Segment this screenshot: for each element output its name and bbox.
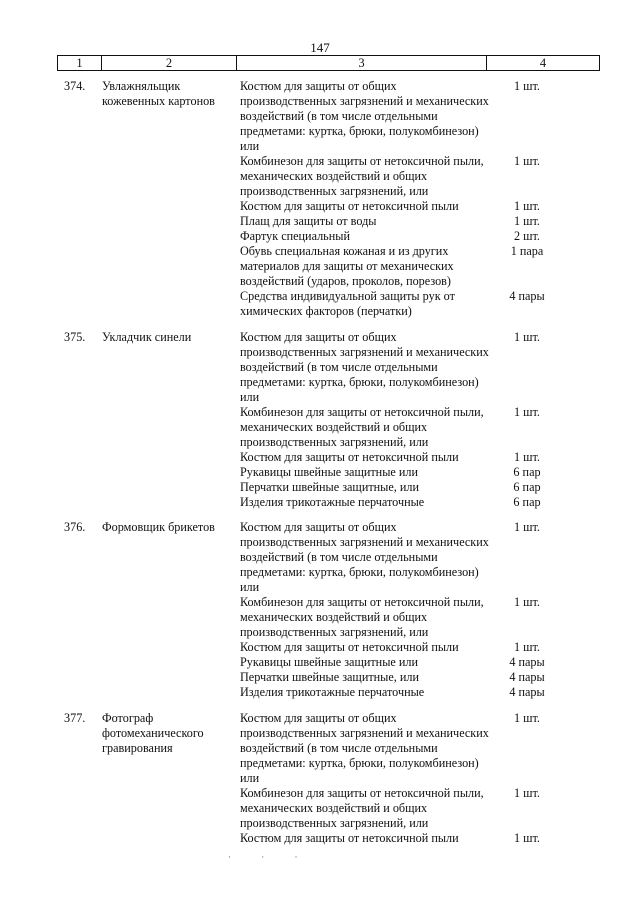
item-name: Обувь специальная кожаная и из других материалов для защиты от механических воздействий (ударов, проколов, порезов) (240, 244, 454, 288)
entry-items (240, 330, 600, 510)
item-name: Костюм для защиты от нетоксичной пыли (240, 199, 459, 213)
item-quantity: 1 шт. (514, 786, 540, 800)
item-quantity: 4 пары (509, 685, 545, 699)
column-header-3: 3 (237, 56, 487, 71)
item-name: Костюм для защиты от общих производственных загрязнений и механических воздействий (в том числе отдельными предметами: куртка, брюки, полукомбинезон) или (240, 79, 489, 153)
list-item (240, 154, 600, 199)
item-quantity: 1 шт. (514, 831, 540, 845)
list-item (240, 405, 600, 450)
entry-items (240, 79, 600, 319)
item-name: Фартук специальный (240, 229, 350, 243)
column-header-1: 1 (58, 56, 102, 71)
item-name: Рукавицы швейные защитные или (240, 655, 418, 669)
entry-items (240, 711, 600, 846)
entry-number: 374. (64, 79, 86, 93)
item-name: Рукавицы швейные защитные или (240, 465, 418, 479)
item-name: Изделия трикотажные перчаточные (240, 495, 425, 509)
item-quantity: 1 шт. (514, 330, 540, 344)
entry-profession: Фотограф фотомеханического гравирования (102, 711, 204, 755)
list-item (240, 330, 600, 405)
list-item (240, 79, 600, 154)
page-number: 147 (310, 40, 330, 55)
item-name: Изделия трикотажные перчаточные (240, 685, 425, 699)
item-name: Костюм для защиты от общих производственных загрязнений и механических воздействий (в том числе отдельными предметами: куртка, брюки, полукомбинезон) или (240, 711, 489, 785)
list-item (240, 214, 600, 229)
item-name: Средства индивидуальной защиты рук от химических факторов (перчатки) (240, 289, 455, 318)
entry-profession: Формовщик брикетов (102, 520, 215, 534)
list-item (240, 831, 600, 846)
list-item (240, 711, 600, 786)
item-quantity: 1 шт. (514, 640, 540, 654)
list-item (240, 229, 600, 244)
list-item (240, 595, 600, 640)
item-quantity: 4 пары (509, 670, 545, 684)
item-quantity: 1 пара (510, 244, 544, 258)
list-item (240, 450, 600, 465)
entry-items (240, 520, 600, 700)
list-item (240, 685, 600, 700)
item-quantity: 1 шт. (514, 520, 540, 534)
list-item (240, 289, 600, 319)
item-quantity: 2 шт. (514, 229, 540, 243)
item-quantity: 1 шт. (514, 199, 540, 213)
item-name: Плащ для защиты от воды (240, 214, 377, 228)
list-item (240, 244, 600, 289)
item-name: Комбинезон для защиты от нетоксичной пыли, механических воздействий и общих производственных загрязнений, или (240, 405, 484, 449)
scan-specks: · · · (228, 852, 312, 862)
item-name: Комбинезон для защиты от нетоксичной пыли, механических воздействий и общих производственных загрязнений, или (240, 786, 484, 830)
entry-profession: Укладчик синели (102, 330, 192, 344)
item-name: Костюм для защиты от нетоксичной пыли (240, 831, 459, 845)
item-quantity: 1 шт. (514, 154, 540, 168)
item-quantity: 6 пар (513, 495, 541, 509)
item-quantity: 4 пары (509, 289, 545, 303)
entry-number: 375. (64, 330, 86, 344)
item-name: Перчатки швейные защитные, или (240, 670, 420, 684)
list-item (240, 655, 600, 670)
item-name: Костюм для защиты от нетоксичной пыли (240, 450, 459, 464)
item-quantity: 1 шт. (514, 79, 540, 93)
column-header-row (57, 55, 600, 71)
item-name: Комбинезон для защиты от нетоксичной пыли, механических воздействий и общих производственных загрязнений, или (240, 595, 484, 639)
item-quantity: 6 пар (513, 465, 541, 479)
item-name: Костюм для защиты от общих производственных загрязнений и механических воздействий (в том числе отдельными предметами: куртка, брюки, полукомбинезон) или (240, 520, 489, 594)
item-name: Костюм для защиты от общих производственных загрязнений и механических воздействий (в том числе отдельными предметами: куртка, брюки, полукомбинезон) или (240, 330, 489, 404)
item-quantity: 1 шт. (514, 450, 540, 464)
item-name: Костюм для защиты от нетоксичной пыли (240, 640, 459, 654)
item-name: Комбинезон для защиты от нетоксичной пыли, механических воздействий и общих производственных загрязнений, или (240, 154, 484, 198)
list-item (240, 640, 600, 655)
list-item (240, 480, 600, 495)
list-item (240, 670, 600, 685)
item-quantity: 1 шт. (514, 595, 540, 609)
entry-number: 376. (64, 520, 86, 534)
column-header-2: 2 (102, 56, 237, 71)
list-item (240, 520, 600, 595)
item-quantity: 4 пары (509, 655, 545, 669)
item-quantity: 6 пар (513, 480, 541, 494)
entry-profession: Увлажняльщик кожевенных картонов (102, 79, 215, 108)
list-item (240, 495, 600, 510)
list-item (240, 465, 600, 480)
item-quantity: 1 шт. (514, 214, 540, 228)
item-quantity: 1 шт. (514, 711, 540, 725)
item-quantity: 1 шт. (514, 405, 540, 419)
list-item (240, 199, 600, 214)
list-item (240, 786, 600, 831)
column-header-4: 4 (487, 56, 600, 71)
item-name: Перчатки швейные защитные, или (240, 480, 420, 494)
entry-number: 377. (64, 711, 86, 725)
